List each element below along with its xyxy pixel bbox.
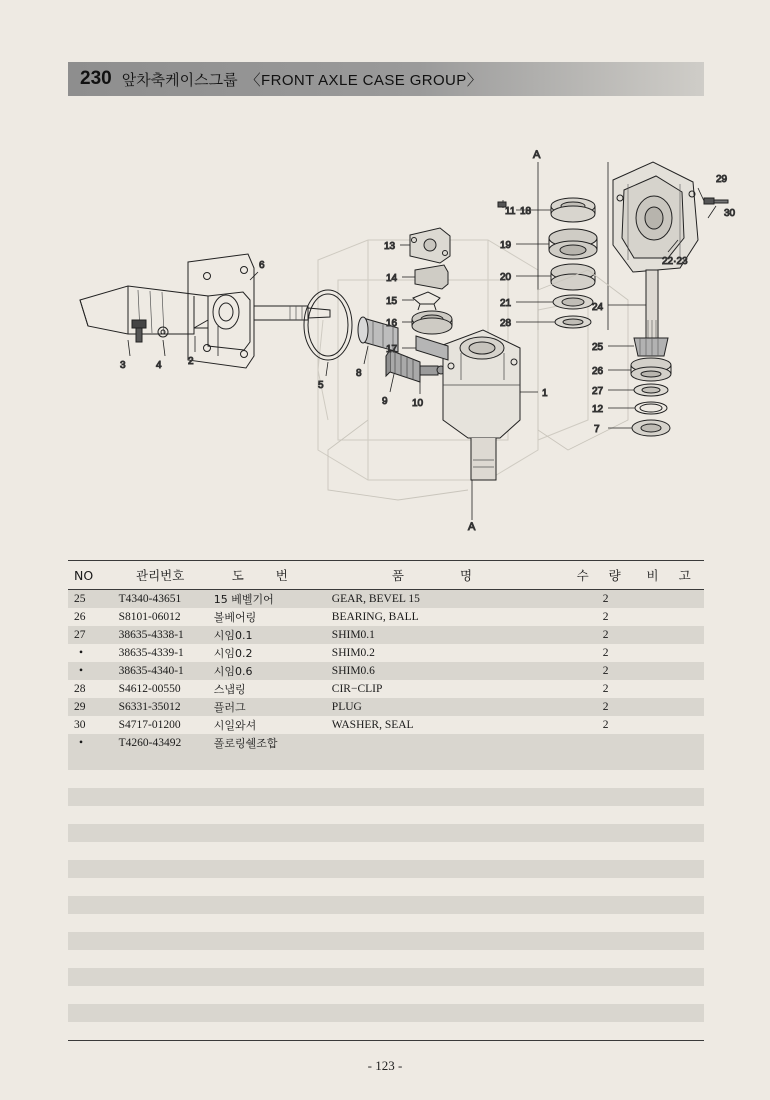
- callout-6: 6: [259, 260, 265, 271]
- cell-blank: [113, 788, 208, 806]
- cell-blank: [208, 896, 326, 914]
- cell-blank: [641, 788, 704, 806]
- cell-blank: [208, 914, 326, 932]
- section-title-english: 〈FRONT AXLE CASE GROUP〉: [245, 71, 483, 89]
- cell-quantity: 2: [564, 662, 641, 680]
- cell-blank: [326, 752, 564, 770]
- cell-remarks: [641, 626, 704, 644]
- cell-blank: [326, 1022, 564, 1040]
- cell-blank: [113, 824, 208, 842]
- table-row-blank: [68, 896, 704, 914]
- cell-quantity: 2: [564, 698, 641, 716]
- table-row: [68, 590, 704, 609]
- cell-blank: [564, 788, 641, 806]
- cell-blank: [564, 860, 641, 878]
- callout-19: 19: [500, 240, 512, 251]
- cell-blank: [68, 842, 113, 860]
- cell-no: 27: [68, 626, 113, 644]
- parts-table: [68, 560, 704, 1041]
- cell-blank: [68, 968, 113, 986]
- cell-blank: [68, 878, 113, 896]
- cell-blank: [641, 806, 704, 824]
- cell-control-number: 38635-4338-1: [113, 626, 208, 644]
- cell-blank: [326, 878, 564, 896]
- cell-no: 30: [74, 719, 86, 731]
- cell-blank: [641, 986, 704, 1004]
- table-row-blank: [68, 842, 704, 860]
- callout-17: 17: [386, 344, 398, 355]
- callout-11-18: 11: [505, 206, 516, 217]
- cell-no: 28: [74, 683, 86, 695]
- cell-blank: [564, 806, 641, 824]
- cell-remarks: [641, 734, 704, 752]
- cell-quantity: 2: [602, 719, 609, 731]
- cell-blank: [641, 824, 704, 842]
- section-mark-a-top: A: [533, 149, 541, 161]
- cell-remarks: [641, 698, 704, 716]
- cell-blank: [68, 1004, 113, 1022]
- cell-part-name-ko: 시임0.1: [208, 626, 326, 644]
- cell-blank: [641, 860, 704, 878]
- callout-7: 7: [594, 424, 600, 435]
- cell-blank: [208, 932, 326, 950]
- cell-blank: [68, 860, 113, 878]
- cell-blank: [326, 842, 564, 860]
- table-row: [68, 680, 704, 698]
- callout-9: 9: [382, 396, 388, 407]
- cell-control-number: S4612-00550: [118, 683, 181, 695]
- cell-blank: [68, 932, 113, 950]
- cell-blank: [68, 824, 113, 842]
- cell-part-name-ko: 시임0.6: [208, 662, 326, 680]
- callout-1: 1: [542, 388, 548, 399]
- cell-no: •: [68, 662, 113, 680]
- cell-blank: [564, 1022, 641, 1040]
- cell-blank: [113, 806, 208, 824]
- table-row-blank: [68, 950, 704, 968]
- cell-part-name-ko: 스냅링: [213, 683, 246, 696]
- cell-blank: [113, 878, 208, 896]
- table-row: [68, 626, 704, 644]
- cell-blank: [641, 968, 704, 986]
- callout-24: 24: [592, 302, 604, 313]
- cell-part-name-ko: 볼베어링: [213, 611, 257, 624]
- cell-blank: [68, 950, 113, 968]
- cell-part-name-ko: 플러그: [208, 698, 326, 716]
- col-drawing: 도 번: [208, 561, 326, 590]
- cell-blank: [326, 896, 564, 914]
- table-row: [68, 644, 704, 662]
- cell-blank: [641, 914, 704, 932]
- cell-quantity: 2: [564, 590, 641, 609]
- callout-15: 15: [386, 296, 398, 307]
- table-row: [68, 716, 704, 734]
- table-row-blank: [68, 914, 704, 932]
- cell-blank: [564, 842, 641, 860]
- cell-blank: [208, 1004, 326, 1022]
- cell-blank: [641, 1004, 704, 1022]
- section-title-korean: 앞차축케이스그룹: [121, 70, 238, 89]
- callout-5: 5: [318, 380, 324, 391]
- cell-blank: [113, 1022, 208, 1040]
- cell-blank: [564, 950, 641, 968]
- table-row-blank: [68, 752, 704, 770]
- cell-blank: [68, 770, 113, 788]
- cell-part-name-en: WASHER, SEAL: [331, 719, 414, 731]
- cell-blank: [208, 788, 326, 806]
- cell-blank: [641, 878, 704, 896]
- cell-blank: [113, 1004, 208, 1022]
- cell-blank: [564, 932, 641, 950]
- cell-quantity: 2: [602, 611, 609, 623]
- cell-blank: [641, 896, 704, 914]
- callout-12: 12: [592, 404, 604, 415]
- table-row-blank: [68, 1004, 704, 1022]
- cell-control-number: S8101-06012: [118, 611, 181, 623]
- cell-remarks: [641, 662, 704, 680]
- callout-10: 10: [412, 398, 424, 409]
- cell-blank: [564, 878, 641, 896]
- col-name: 품 명: [326, 561, 564, 590]
- cell-part-name-en: GEAR, BEVEL 15: [326, 590, 564, 609]
- cell-blank: [68, 752, 113, 770]
- cell-blank: [68, 986, 113, 1004]
- cell-blank: [208, 986, 326, 1004]
- callout-21: 21: [500, 298, 512, 309]
- cell-blank: [113, 842, 208, 860]
- cell-blank: [208, 860, 326, 878]
- cell-blank: [564, 1004, 641, 1022]
- page-number: - 123 -: [367, 1058, 403, 1073]
- cell-control-number: 38635-4340-1: [113, 662, 208, 680]
- cell-control-number: 38635-4339-1: [118, 647, 184, 659]
- cell-blank: [68, 806, 113, 824]
- table-row: [68, 698, 704, 716]
- cell-blank: [326, 770, 564, 788]
- table-row-blank: [68, 986, 704, 1004]
- cell-part-name-ko: 시임0.2: [213, 647, 253, 660]
- cell-control-number: S6331-35012: [113, 698, 208, 716]
- table-row: [68, 734, 704, 752]
- cell-part-name-en: [326, 734, 564, 752]
- cell-blank: [326, 986, 564, 1004]
- cell-blank: [564, 914, 641, 932]
- parts-table-header: [68, 561, 704, 590]
- col-remarks: 비 고: [641, 561, 704, 590]
- cell-no: 26: [74, 611, 86, 623]
- cell-blank: [113, 752, 208, 770]
- cell-part-name-en: SHIM0.1: [326, 626, 564, 644]
- cell-blank: [113, 770, 208, 788]
- cell-blank: [326, 806, 564, 824]
- section-number: 230: [80, 68, 112, 89]
- exploded-parts-diagram: [68, 120, 736, 545]
- table-row-blank: [68, 806, 704, 824]
- cell-remarks: [641, 608, 704, 626]
- cell-blank: [208, 770, 326, 788]
- cell-blank: [68, 788, 113, 806]
- cell-blank: [208, 842, 326, 860]
- callout-14: 14: [386, 273, 398, 284]
- cell-part-name-en: SHIM0.6: [326, 662, 564, 680]
- callout-27: 27: [592, 386, 604, 397]
- cell-blank: [326, 914, 564, 932]
- cell-blank: [113, 950, 208, 968]
- cell-blank: [113, 932, 208, 950]
- table-row-blank: [68, 770, 704, 788]
- cell-blank: [564, 752, 641, 770]
- cell-blank: [326, 950, 564, 968]
- cell-blank: [208, 752, 326, 770]
- cell-blank: [113, 860, 208, 878]
- cell-blank: [641, 842, 704, 860]
- cell-blank: [208, 806, 326, 824]
- cell-blank: [208, 950, 326, 968]
- cell-part-name-en: CIR−CLIP: [331, 683, 383, 695]
- col-ctl: 관리번호: [113, 561, 208, 590]
- table-row-blank: [68, 860, 704, 878]
- cell-no: •: [68, 734, 113, 752]
- cell-blank: [326, 968, 564, 986]
- cell-blank: [641, 932, 704, 950]
- cell-blank: [564, 896, 641, 914]
- cell-no: 29: [68, 698, 113, 716]
- section-mark-a-bottom: A: [468, 521, 476, 533]
- cell-blank: [326, 824, 564, 842]
- cell-remarks: [641, 716, 704, 734]
- cell-blank: [326, 932, 564, 950]
- cell-control-number: T4340-43651: [113, 590, 208, 609]
- cell-quantity: 2: [602, 647, 609, 659]
- cell-control-number: S4717-01200: [118, 719, 181, 731]
- cell-blank: [208, 878, 326, 896]
- cell-blank: [641, 752, 704, 770]
- cell-blank: [564, 770, 641, 788]
- cell-remarks: [641, 590, 704, 609]
- table-row: [68, 608, 704, 626]
- cell-blank: [208, 968, 326, 986]
- callout-2: 2: [188, 356, 194, 367]
- table-row: [68, 662, 704, 680]
- col-qty: 수 량: [564, 561, 641, 590]
- cell-control-number: T4260-43492: [113, 734, 208, 752]
- cell-blank: [68, 914, 113, 932]
- callout-3: 3: [120, 360, 126, 371]
- cell-blank: [113, 914, 208, 932]
- cell-remarks: [641, 680, 704, 698]
- table-row-blank: [68, 968, 704, 986]
- cell-no: 25: [68, 590, 113, 609]
- cell-part-name-ko: 폴로링쉘조합: [208, 734, 326, 752]
- cell-blank: [564, 986, 641, 1004]
- callout-8: 8: [356, 368, 362, 379]
- cell-quantity: 2: [564, 626, 641, 644]
- callout-29: 29: [716, 174, 728, 185]
- cell-blank: [564, 968, 641, 986]
- cell-remarks: [641, 644, 704, 662]
- cell-blank: [641, 950, 704, 968]
- parts-table-body: [68, 590, 704, 1041]
- cell-blank: [326, 860, 564, 878]
- callout-22-23: 22·23: [662, 256, 688, 267]
- cell-part-name-en: SHIM0.2: [331, 647, 375, 659]
- table-row-blank: [68, 878, 704, 896]
- cell-blank: [641, 1022, 704, 1040]
- callout-25: 25: [592, 342, 604, 353]
- cell-blank: [208, 1022, 326, 1040]
- callout-28: 28: [500, 318, 512, 329]
- cell-quantity: [564, 734, 641, 752]
- cell-no: •: [79, 647, 84, 659]
- cell-quantity: 2: [602, 683, 609, 695]
- cell-blank: [641, 770, 704, 788]
- cell-blank: [113, 896, 208, 914]
- callout-30: 30: [724, 208, 736, 219]
- cell-part-name-ko: 15 베벨기어: [208, 590, 326, 609]
- cell-part-name-ko: 시일와셔: [213, 719, 257, 732]
- table-row-blank: [68, 932, 704, 950]
- callout-16: 16: [386, 318, 398, 329]
- cell-blank: [113, 986, 208, 1004]
- cell-blank: [564, 824, 641, 842]
- callout-13: 13: [384, 241, 396, 252]
- callout-18: 18: [520, 206, 532, 217]
- cell-blank: [113, 968, 208, 986]
- cell-blank: [326, 788, 564, 806]
- page-header: [68, 62, 704, 96]
- callout-20: 20: [500, 272, 512, 283]
- callout-26: 26: [592, 366, 604, 377]
- table-row-blank: [68, 1022, 704, 1040]
- table-row-blank: [68, 788, 704, 806]
- col-no: NO: [68, 561, 113, 590]
- callout-4: 4: [156, 360, 162, 371]
- cell-blank: [326, 1004, 564, 1022]
- table-row-blank: [68, 824, 704, 842]
- cell-blank: [68, 896, 113, 914]
- cell-part-name-en: PLUG: [326, 698, 564, 716]
- cell-part-name-en: BEARING, BALL: [331, 611, 419, 623]
- cell-blank: [208, 824, 326, 842]
- cell-blank: [68, 1022, 113, 1040]
